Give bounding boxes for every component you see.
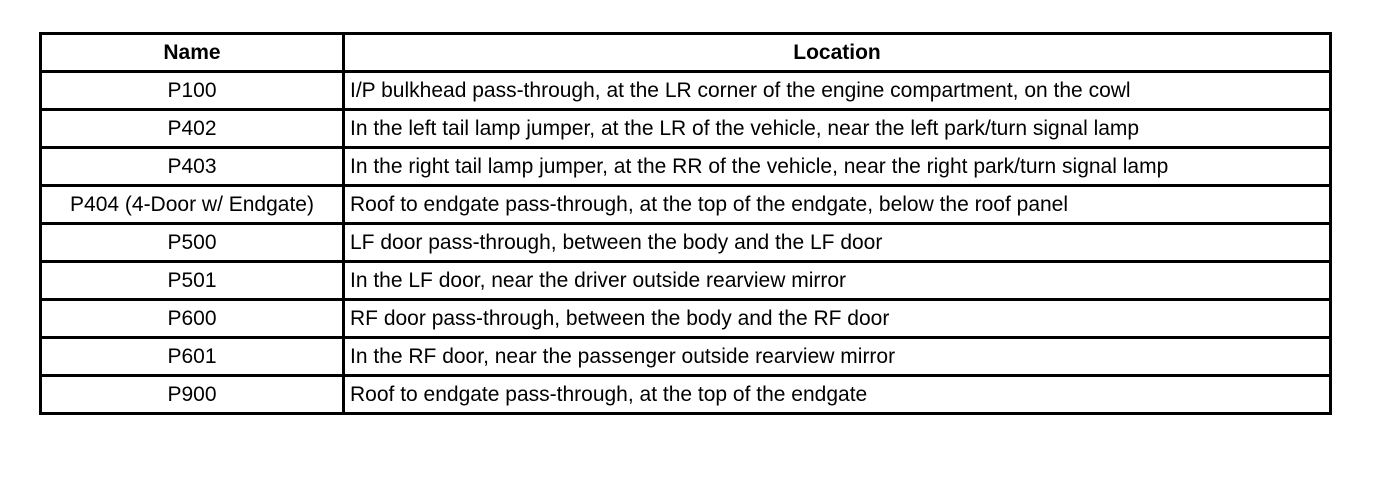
cell-name: P100 xyxy=(41,72,344,110)
cell-location: I/P bulkhead pass-through, at the LR corner of the engine compartment, on the cowl xyxy=(344,72,1331,110)
header-name: Name xyxy=(41,34,344,72)
table-row xyxy=(41,338,1331,376)
cell-location: LF door pass-through, between the body and the LF door xyxy=(344,224,1331,262)
cell-location: In the left tail lamp jumper, at the LR of the vehicle, near the left park/turn signal lamp xyxy=(344,110,1331,148)
cell-location: Roof to endgate pass-through, at the top of the endgate, below the roof panel xyxy=(344,186,1331,224)
cell-name: P601 xyxy=(41,338,344,376)
cell-name: P900 xyxy=(41,376,344,414)
cell-location: Roof to endgate pass-through, at the top of the endgate xyxy=(344,376,1331,414)
table-row xyxy=(41,376,1331,414)
cell-location: In the right tail lamp jumper, at the RR of the vehicle, near the right park/turn signal lamp xyxy=(344,148,1331,186)
cell-location: In the RF door, near the passenger outside rearview mirror xyxy=(344,338,1331,376)
table-header-row xyxy=(41,34,1331,72)
cell-name: P600 xyxy=(41,300,344,338)
table-row xyxy=(41,186,1331,224)
cell-name: P402 xyxy=(41,110,344,148)
table-row xyxy=(41,224,1331,262)
table-row xyxy=(41,300,1331,338)
table-row xyxy=(41,148,1331,186)
connector-table-container xyxy=(39,32,1332,415)
table-row xyxy=(41,262,1331,300)
cell-location: RF door pass-through, between the body and the RF door xyxy=(344,300,1331,338)
cell-location: In the LF door, near the driver outside rearview mirror xyxy=(344,262,1331,300)
table-row xyxy=(41,72,1331,110)
cell-name: P404 (4-Door w/ Endgate) xyxy=(41,186,344,224)
table-row xyxy=(41,110,1331,148)
cell-name: P501 xyxy=(41,262,344,300)
cell-name: P403 xyxy=(41,148,344,186)
connector-location-table xyxy=(39,32,1332,415)
cell-name: P500 xyxy=(41,224,344,262)
header-location: Location xyxy=(344,34,1331,72)
